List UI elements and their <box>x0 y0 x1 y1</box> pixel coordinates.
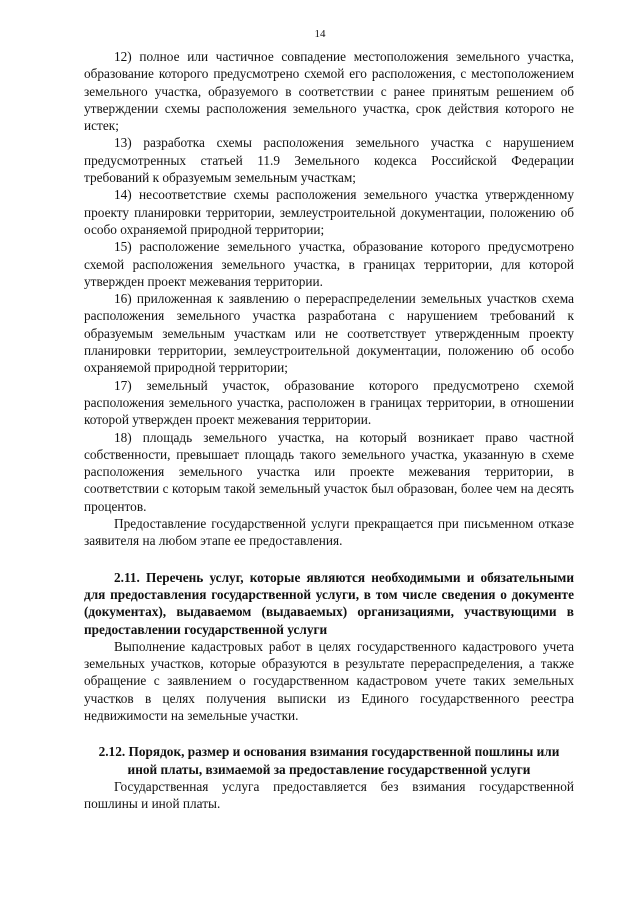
section-spacer <box>84 724 574 743</box>
list-item-17: 17) земельный участок, образование которого предусмотрено схемой расположения земельного участка, расположен в границах территории, в отношении которой утвержден проект межевания территории. <box>84 377 574 428</box>
list-item-14: 14) несоответствие схемы расположения земельного участка утвержденному проекту планировки территории, землеустроительной документации, положению об особо охраняемой природной территории; <box>84 187 574 237</box>
termination-note: Предоставление государственной услуги прекращается при письменном отказе заявителя на любом этапе ее предоставления. <box>84 516 574 549</box>
section-spacer <box>84 550 574 569</box>
section-2-12-text: Государственная услуга предоставляется без взимания государственной пошлины и иной платы. <box>84 778 574 812</box>
section-2-11-text: Выполнение кадастровых работ в целях государственного кадастрового учета земельных участков, которые образуются в результате перераспределения, а также обращение с заявлением о государственном кадастровом учете таких земельных участков в целях получения выписки из Единого государственного реестра недвижимости на земельные участки. <box>84 638 574 723</box>
list-item-18: 18) площадь земельного участка, на который возникает право частной собственности, превышает площадь такого земельного участка, указанную в схеме расположения земельного участка или проекте межевания территории, в соответствии с которым такой земельный участок был образован, более чем на десять процентов. <box>84 429 574 514</box>
section-2-11-heading: 2.11. Перечень услуг, которые являются необходимыми и обязательными для предоставления государственной услуги, в том числе сведения о документе (документах), выдаваемом (выдаваемых) организациями, участвующими в предоставлении государственной услуги <box>84 569 574 637</box>
document-body <box>84 48 574 812</box>
list-item-13: 13) разработка схемы расположения земельного участка с нарушением предусмотренных статьей 11.9 Земельного кодекса Российской Федерации требований к образуемым земельным участкам; <box>84 135 574 186</box>
list-item-16: 16) приложенная к заявлению о перераспределении земельных участков схема расположения земельного участка разработана с нарушением требований к образуемым земельным участкам или не соответствует утвержденным проекту планировки территории, землеустроительной документации, положению об особо охраняемой природной территории; <box>84 291 574 376</box>
list-item-15: 15) расположение земельного участка, образование которого предусмотрено схемой расположения земельного участка, в границах территории, для которой утвержден проект межевания территории. <box>84 239 574 289</box>
page-number: 14 <box>314 28 326 40</box>
section-2-12-heading: 2.12. Порядок, размер и основания взимания государственной пошлины или иной платы, взимаемой за предоставление государственной услуги <box>98 744 560 777</box>
list-item-12: 12) полное или частичное совпадение местоположения земельного участка, образование которого предусмотрено схемой его расположения, с местоположением земельного участка, образуемого в соответствии с ранее принятым решением об утверждении схемы расположения земельного участка, срок действия которого не истек; <box>84 49 574 134</box>
